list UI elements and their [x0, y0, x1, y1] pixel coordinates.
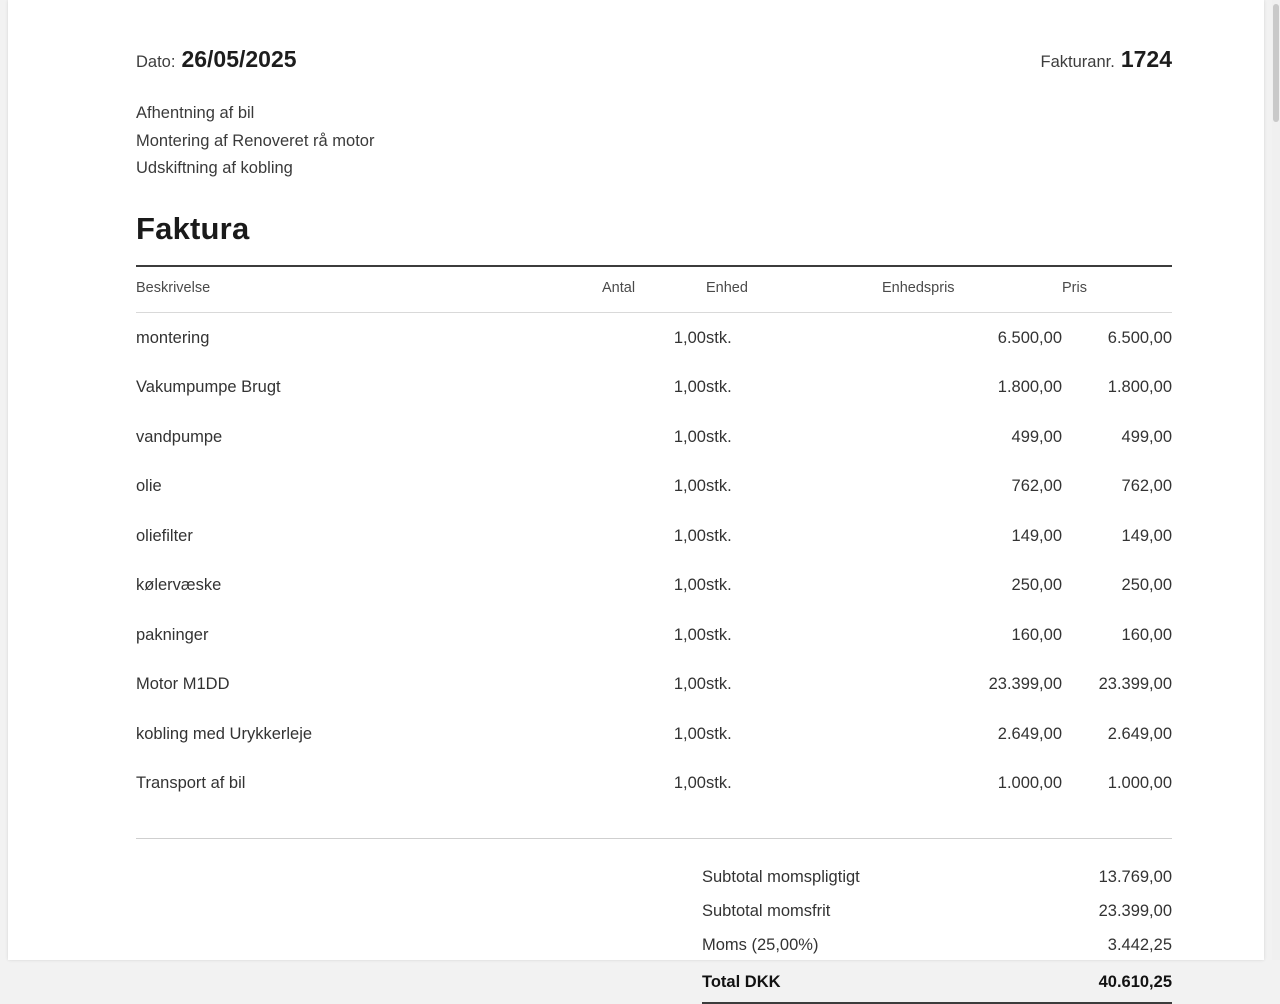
cell-description: kobling med Urykkerleje [136, 724, 313, 743]
cell-unit-price: 6.500,00 [997, 328, 1062, 347]
cell-qty: 1,00 [673, 675, 706, 693]
cell-price: 149,00 [1121, 526, 1172, 545]
summary-value: 23.399,00 [1098, 902, 1172, 920]
cell-qty: 1,00 [673, 576, 706, 594]
cell-unit-price: 149,00 [1011, 526, 1062, 545]
cell-description: Motor M1DD [136, 675, 230, 693]
scrollbar-thumb[interactable] [1273, 4, 1279, 122]
table-row [136, 412, 1172, 462]
column-header-unit: Enhed [706, 266, 882, 313]
page-title: Faktura [136, 210, 250, 246]
cell-description: oliefilter [136, 526, 193, 545]
cell-price: 250,00 [1121, 576, 1172, 594]
invoice-number-value: 1724 [1120, 46, 1172, 72]
invoice-number [1041, 46, 1172, 73]
cell-unit: stk. [706, 328, 732, 347]
cell-unit: stk. [706, 526, 732, 545]
column-header-qty: Antal [602, 266, 706, 313]
summary-label: Moms (25,00%) [702, 936, 819, 954]
summary-row [702, 861, 1172, 895]
summary-total-label: Total DKK [702, 972, 781, 991]
table-row [136, 659, 1172, 709]
cell-unit: stk. [706, 774, 732, 792]
invoice-document [8, 0, 1264, 991]
cell-unit-price: 762,00 [1011, 477, 1062, 495]
table-row [136, 511, 1172, 561]
invoice-note-line: Udskiftning af kobling [136, 159, 293, 177]
invoice-notes [136, 100, 1172, 183]
cell-unit-price: 2.649,00 [997, 724, 1062, 743]
cell-qty: 1,00 [673, 625, 706, 644]
cell-price: 1.800,00 [1107, 378, 1172, 396]
cell-unit-price: 1.000,00 [997, 774, 1062, 792]
column-header-unit-price: Enhedspris [882, 266, 1062, 313]
cell-unit-price: 23.399,00 [988, 675, 1062, 693]
cell-qty: 1,00 [673, 477, 706, 495]
table-row [136, 461, 1172, 511]
table-row [136, 610, 1172, 660]
cell-price: 160,00 [1121, 625, 1172, 644]
table-row [136, 362, 1172, 412]
summary-label: Subtotal momsfrit [702, 902, 831, 920]
invoice-number-label: Fakturanr. [1040, 53, 1115, 71]
cell-description: pakninger [136, 625, 209, 644]
table-row [136, 709, 1172, 759]
cell-unit-price: 160,00 [1011, 625, 1062, 644]
cell-unit-price: 499,00 [1011, 427, 1062, 446]
cell-description: olie [136, 477, 162, 495]
summary-total-divider [702, 1002, 1172, 1004]
invoice-content [136, 0, 1172, 1004]
invoice-date-value: 26/05/2025 [181, 46, 297, 72]
invoice-note-line: Afhentning af bil [136, 104, 255, 122]
table-row [136, 312, 1172, 362]
summary-value: 3.442,25 [1107, 936, 1172, 954]
table-header-row [136, 266, 1172, 313]
invoice-date-label: Dato: [136, 53, 176, 71]
invoice-meta-row [136, 46, 1172, 73]
cell-unit-price: 250,00 [1011, 576, 1062, 594]
cell-qty: 1,00 [673, 328, 706, 347]
table-row [136, 560, 1172, 610]
summary-value: 13.769,00 [1098, 868, 1172, 886]
cell-unit: stk. [706, 378, 732, 396]
cell-price: 2.649,00 [1107, 724, 1172, 743]
cell-unit: stk. [706, 675, 732, 693]
cell-description: Transport af bil [136, 774, 246, 792]
cell-price: 6.500,00 [1107, 328, 1172, 347]
invoice-items-table [136, 265, 1172, 808]
summary-row [702, 929, 1172, 963]
cell-qty: 1,00 [673, 724, 706, 743]
cell-unit-price: 1.800,00 [997, 378, 1062, 396]
cell-description: kølervæske [136, 576, 222, 594]
cell-unit: stk. [706, 477, 732, 495]
invoice-table-body [136, 312, 1172, 808]
vertical-scrollbar[interactable] [1272, 0, 1280, 960]
cell-description: Vakumpumpe Brugt [136, 378, 281, 396]
cell-unit: stk. [706, 576, 732, 594]
cell-qty: 1,00 [673, 526, 706, 545]
cell-price: 499,00 [1121, 427, 1172, 446]
summary-total-value: 40.610,25 [1098, 972, 1172, 991]
cell-price: 23.399,00 [1098, 675, 1172, 693]
cell-unit: stk. [706, 427, 732, 446]
cell-unit: stk. [706, 724, 732, 743]
cell-unit: stk. [706, 625, 732, 644]
cell-qty: 1,00 [673, 427, 706, 446]
cell-price: 1.000,00 [1107, 774, 1172, 792]
invoice-table-header [136, 266, 1172, 313]
summary-label: Subtotal momspligtigt [702, 868, 860, 886]
cell-price: 762,00 [1121, 477, 1172, 495]
invoice-date [136, 46, 297, 73]
invoice-note-line: Montering af Renoveret rå motor [136, 131, 375, 150]
cell-qty: 1,00 [673, 774, 706, 792]
column-header-description: Beskrivelse [136, 266, 602, 313]
table-row [136, 758, 1172, 808]
cell-description: vandpumpe [136, 427, 223, 446]
invoice-summary [702, 861, 1172, 1004]
cell-description: montering [136, 328, 210, 347]
table-bottom-divider [136, 838, 1172, 839]
cell-qty: 1,00 [673, 378, 706, 396]
column-header-price: Pris [1062, 266, 1172, 313]
summary-row-total [702, 963, 1172, 1000]
summary-row [702, 895, 1172, 929]
